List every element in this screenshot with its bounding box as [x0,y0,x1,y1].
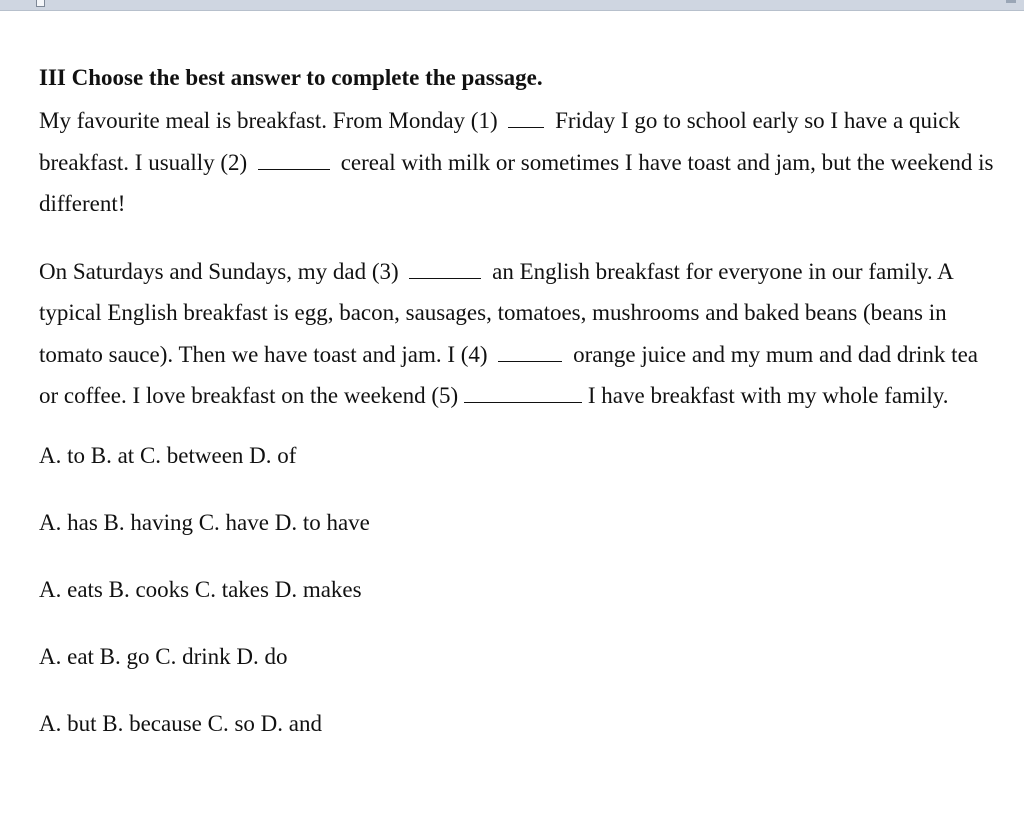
passage-text: cereal with milk or sometimes I have toast and jam, but the weekend is different! [39,149,994,216]
passage-text: My favourite meal is breakfast. From Monday (1) [39,108,498,133]
option-line-1: A. to B. at C. between D. of [39,442,297,468]
indent-marker-icon[interactable] [36,0,45,7]
passage-paragraph-1 [39,100,999,225]
blank-4 [498,343,562,362]
option-line-2: A. has B. having C. have D. to have [39,509,370,535]
passage-text: orange juice and my mum and dad drink tea or coffee. I love breakfast on the weekend (5) [39,341,978,408]
passage-text: Friday I go to school early so I have a quick breakfast. I usually (2) [39,108,961,175]
answer-options [39,441,999,739]
option-line-5: A. but B. because C. so D. and [39,710,322,736]
option-line-4: A. eat B. go C. drink D. do [39,643,288,669]
ruler-bar [0,0,1024,11]
exercise-title: III Choose the best answer to complete the passage. [39,65,543,90]
blank-5 [464,384,582,403]
right-margin-marker[interactable] [1006,0,1016,3]
blank-2 [258,151,330,170]
document-page [39,60,999,776]
blank-1 [508,109,544,128]
passage-text: On Saturdays and Sundays, my dad (3) [39,258,399,284]
passage-text: I have breakfast with my whole family. [587,383,949,408]
option-line-3: A. eats B. cooks C. takes D. makes [39,576,362,602]
passage-text: an English breakfast for everyone in our family. A typical English breakfast is egg, bacon, sausages, tomatoes, mushrooms and baked beans (beans in tomato sauce). Then we have toast and jam. I (4) [39,258,953,367]
blank-3 [409,260,481,279]
passage-paragraph-2 [39,251,999,417]
